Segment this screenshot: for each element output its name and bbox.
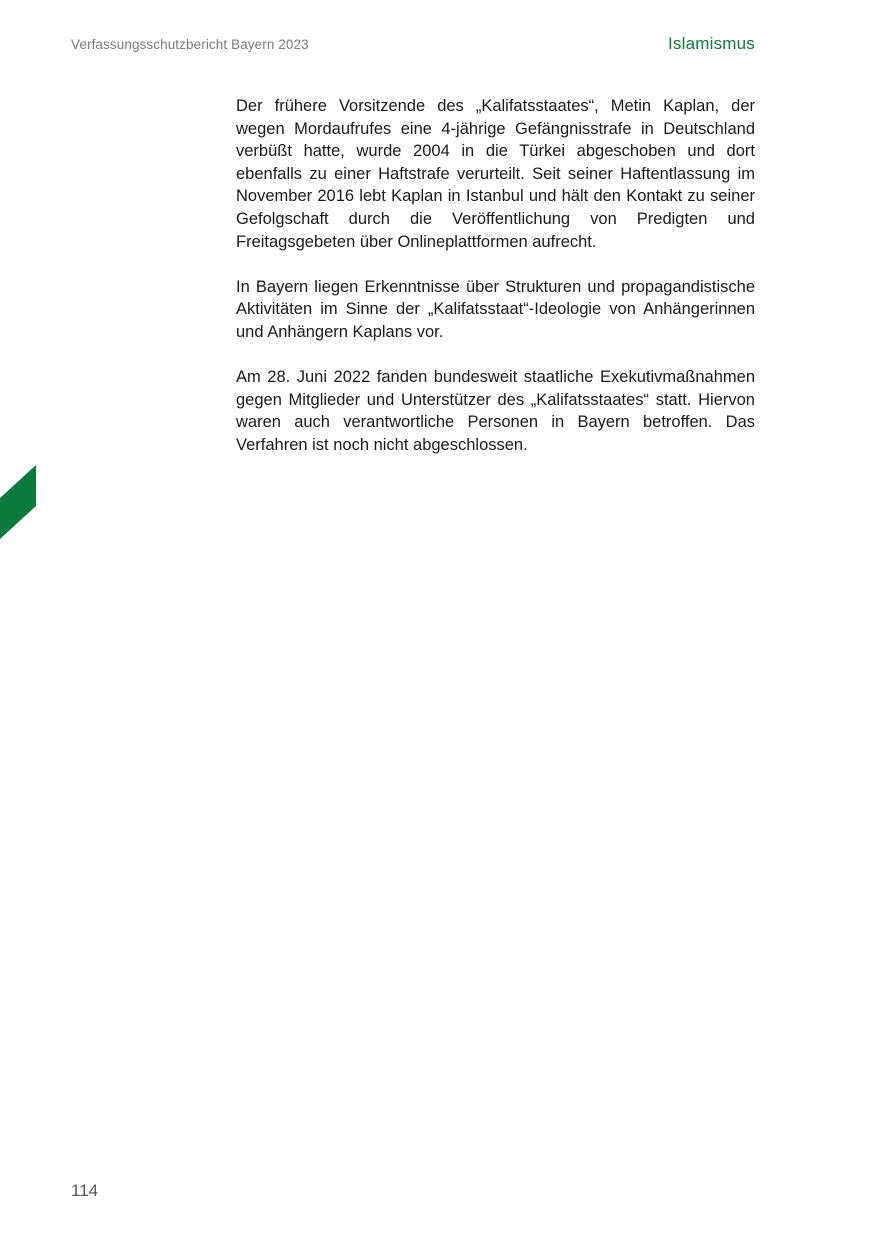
paragraph: Am 28. Juni 2022 fanden bundesweit staatliche Exekutivmaßnahmen gegen Mitglieder und Unterstützer des „Kalifatsstaates“ statt. Hiervon waren auch verantwortliche Personen in Bayern betroffen. Das Verfahren ist noch nicht abgeschlossen. [236,368,755,454]
body-text [236,95,755,479]
running-header-section: Islamismus [667,34,755,53]
section-marker-tab [0,465,36,539]
running-header-publication: Verfassungsschutzbericht Bayern 2023 [71,37,309,52]
paragraph: Der frühere Vorsitzende des „Kalifatsstaates“, Metin Kaplan, der wegen Mordaufrufes eine 4-jährige Gefängnisstrafe in Deutschland verbüßt hatte, wurde 2004 in die Türkei abgeschoben und dort ebenfalls zu einer Haftstrafe verurteilt. Seit seiner Haftentlassung im November 2016 lebt Kaplan in Istanbul und hält den Kontakt zu seiner Gefolgschaft durch die Veröffentlichung von Predigten und Freitagsgebeten über Onlineplattformen aufrecht. [236,97,755,251]
page-number: 114 [71,1181,99,1200]
paragraph: In Bayern liegen Erkenntnisse über Strukturen und propagandistische Aktivitäten im Sinne der „Kalifatsstaat“-Ideologie von Anhängerinnen und Anhängern Kaplans vor. [236,277,755,341]
